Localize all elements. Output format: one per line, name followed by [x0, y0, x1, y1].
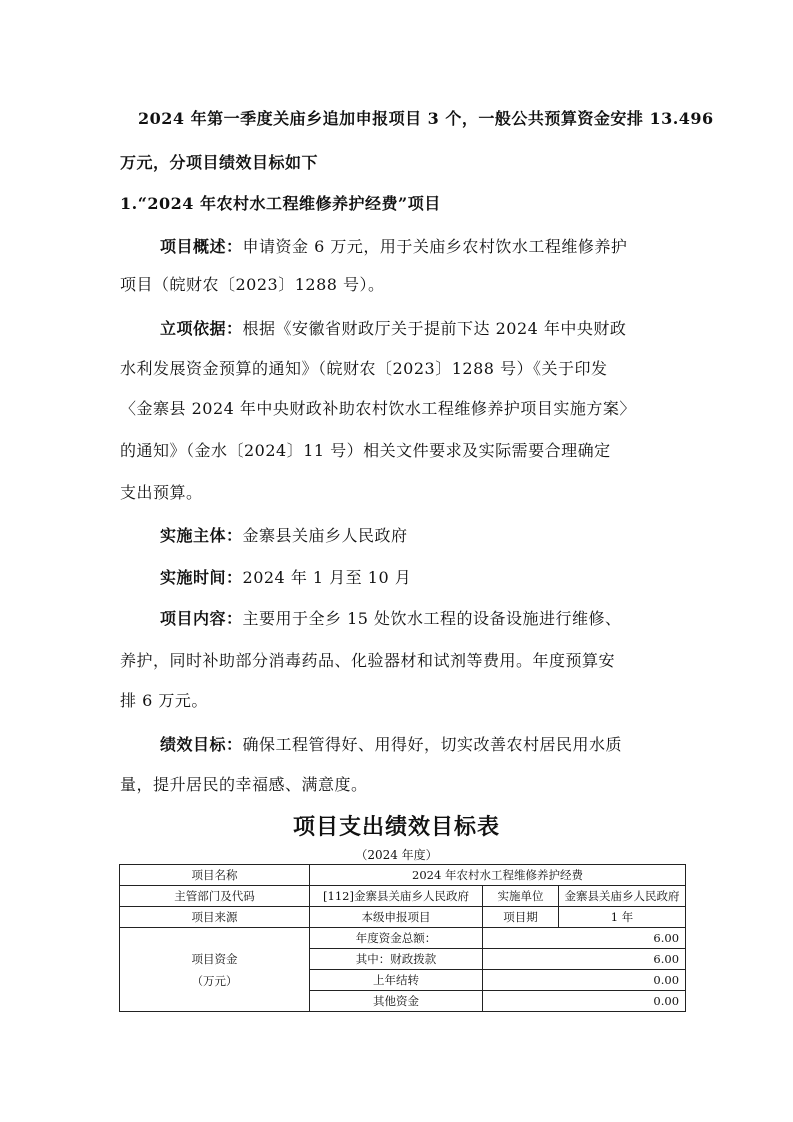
project-name-label: 项目名称: [120, 865, 310, 886]
funds-row-value: 6.00: [483, 949, 686, 970]
overview-line-1: [160, 234, 627, 257]
period-value: 1 年: [559, 907, 686, 928]
impl-unit-label: 实施单位: [483, 886, 559, 907]
section-heading: 1.“2024 年农村水工程维修养护经费”项目: [120, 194, 441, 213]
table-row: [120, 928, 686, 949]
funds-row-value: 6.00: [483, 928, 686, 949]
table-title: 项目支出绩效目标表: [292, 814, 500, 840]
table-row: [120, 865, 686, 886]
table-subtitle: （2024 年度）: [355, 848, 438, 862]
table-row: [120, 907, 686, 928]
basis-line-2: 水利发展资金预算的通知》（皖财农〔2023〕1288 号）《关于印发: [120, 359, 608, 378]
period-label: 项目期: [483, 907, 559, 928]
time-line: [160, 565, 411, 588]
intro-line-1: 2024 年第一季度关庙乡追加申报项目 3 个，一般公共预算资金安排 13.496: [138, 109, 714, 128]
impl-unit-value: 金寨县关庙乡人民政府: [559, 886, 686, 907]
goal-line-1: [160, 732, 622, 755]
content-line-1: [160, 606, 622, 629]
basis-line-5: 支出预算。: [120, 483, 203, 502]
basis-label: 立项依据：: [160, 319, 243, 338]
content-line-2: 养护，同时补助部分消毒药品、化验器材和试剂等费用。年度预算安: [120, 651, 616, 670]
basis-line-1: [160, 316, 626, 339]
overview-text: 申请资金 6 万元，用于关庙乡农村饮水工程维修养护: [242, 237, 628, 256]
funds-row-value: 0.00: [483, 991, 686, 1012]
funds-label-cell: [120, 928, 310, 1012]
content-text: 主要用于全乡 15 处饮水工程的设备设施进行维修、: [242, 609, 622, 628]
funds-row-value: 0.00: [483, 970, 686, 991]
intro-line-2: 万元，分项目绩效目标如下: [120, 153, 319, 172]
basis-line-3: 〈金寨县 2024 年中央财政补助农村饮水工程维修养护项目实施方案〉: [120, 399, 636, 418]
subject-label: 实施主体：: [160, 526, 243, 545]
funds-row-label: 其他资金: [310, 991, 483, 1012]
goal-line-2: 量，提升居民的幸福感、满意度。: [120, 775, 368, 794]
overview-label: 项目概述：: [160, 237, 243, 256]
project-name-value: 2024 年农村水工程维修养护经费: [310, 865, 686, 886]
time-label: 实施时间：: [160, 568, 243, 587]
source-label: 项目来源: [120, 907, 310, 928]
basis-text: 根据《安徽省财政厅关于提前下达 2024 年中央财政: [242, 319, 627, 338]
goal-label: 绩效目标：: [160, 735, 243, 754]
content-label: 项目内容：: [160, 609, 243, 628]
dept-value: [112]金寨县关庙乡人民政府: [310, 886, 483, 907]
performance-target-table: [119, 864, 686, 1012]
funds-unit-label: （万元）: [191, 973, 238, 988]
funds-row-label: 上年结转: [310, 970, 483, 991]
source-value: 本级申报项目: [310, 907, 483, 928]
dept-label: 主管部门及代码: [120, 886, 310, 907]
overview-line-2: 项目（皖财农〔2023〕1288 号）。: [120, 275, 385, 294]
subject-value: 金寨县关庙乡人民政府: [242, 526, 408, 545]
table-row: [120, 886, 686, 907]
funds-row-label: 年度资金总额：: [310, 928, 483, 949]
goal-text: 确保工程管得好、用得好，切实改善农村居民用水质: [242, 735, 623, 754]
content-line-3: 排 6 万元。: [120, 691, 208, 710]
basis-line-4: 的通知》（金水〔2024〕11 号）相关文件要求及实际需要合理确定: [120, 441, 611, 460]
funds-row-label: 其中：财政拨款: [310, 949, 483, 970]
funds-label: 项目资金: [191, 951, 238, 966]
time-value: 2024 年 1 月至 10 月: [242, 568, 412, 587]
subject-line: [160, 523, 408, 546]
